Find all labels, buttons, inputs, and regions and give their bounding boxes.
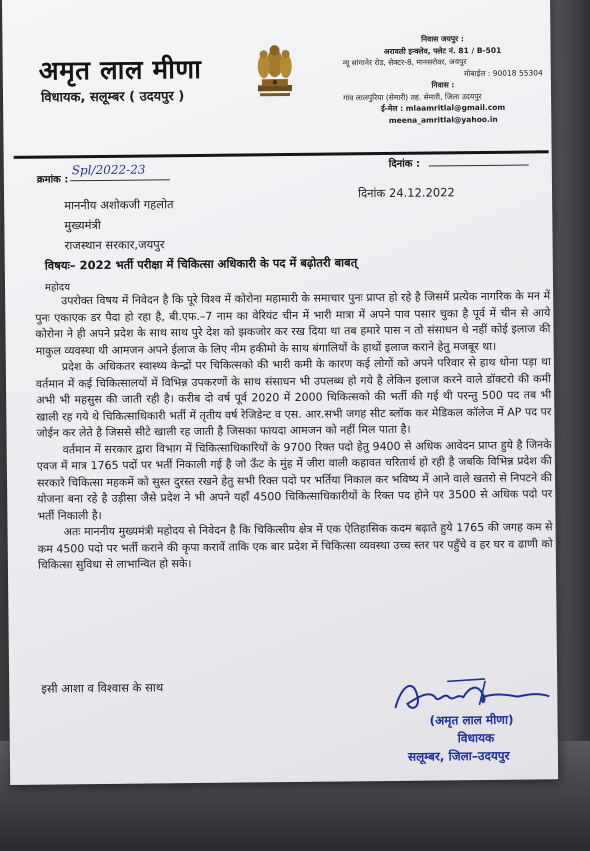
letterhead-name: अमृत लाल मीणा xyxy=(38,54,202,87)
address-home-label: निवास : xyxy=(431,80,455,90)
reference-number-value: Spl/2022-23 xyxy=(71,162,146,178)
closing-line: इसी आशा व विश्वास के साथ xyxy=(41,680,164,696)
body-paragraph-1: उपरोक्त विषय में निवेदन है कि पूरे विश्व में कोरोना महामारी के समाचार पुनः प्राप्त हो रहे है जिसमें प्रत्येक नागरिक के मन में पुनः एकाएक डर पैदा हो रहा है, बी.एफ.–7 नाम का वेरियंट चीन में भारी मात्रा में अपने पाव पसार चुका है पूर्व में चीन से आये कोरोना ने ही अपने प्रदेश के साथ साथ पुरे देश को झकजोर कर रख दिया था तब हमारे पास न तो संसाधन थे नहीं कोई इलाज की माकुल व्यवस्था थी आमजन अपने ईलाज के लिए नीम हकीमो के साथ बंगालियों के हाथों इलाज कराने हेतु मजबूर था। xyxy=(35,289,551,358)
recipient-line-2: मुख्यमंत्री xyxy=(64,217,101,233)
signatory-place: सलूम्बर, जिला–उदयपुर xyxy=(407,748,510,764)
address-mobile: मोबाईल : 90018 55304 xyxy=(463,67,543,78)
address-jaipur-label: निवास जयपुर : xyxy=(420,34,464,44)
letterhead-address xyxy=(342,32,543,126)
letter-date: दिनांक 24.12.2022 xyxy=(357,185,455,201)
reference-number-label: क्रमांक : xyxy=(36,174,69,186)
letterhead-divider xyxy=(14,150,549,159)
address-email-2: meena_amritlal@yahoo.in xyxy=(388,114,498,125)
letter-body xyxy=(35,288,553,574)
signatory-name: (अमृत लाल मीणा) xyxy=(429,712,514,728)
recipient-line-1: माननीय अशोकजी गहलोत xyxy=(64,197,174,213)
reference-number-line xyxy=(70,179,170,181)
letter-page xyxy=(2,0,558,785)
address-home-line1: गांव लालपुरिया (सेमारी) तह. सेमारी, जिला उदयपुर xyxy=(342,91,482,102)
date-line xyxy=(429,164,529,166)
address-jaipur-line1: अरावली इन्क्लेव, फ्लेट नं. 81 / B-501 xyxy=(383,45,502,56)
address-jaipur-line2: न्यू सांगानेर रोड, सेक्टर-8, मानसरोवर, जयपुर xyxy=(342,57,467,68)
body-paragraph-3: वर्तमान में सरकार द्वारा विभाग में चिकित्साधिकारियों के 9700 रिक्त पदो हेतु 9400 से अधिक आवेदन प्राप्त हुये है जिनके एवज में मात्र 1765 पदों पर भर्ती निकाली गई है जो ऊँट के मुंह में जीरा वाली कहावत चरितार्थ हो रही है जबकि विभिन्न प्रदेश की सरकारे चिकित्सा महकमें को सुस्त दुरस्त रखने हेतु सभी रिक्त पदो पर भर्तिया निकाल कर भविष्य में आने वाले खतरो से निपटने की योजना बना रहे है उड़ीसा जैसे प्रदेश ने भी अपने यहाँ 4500 चिकित्साधिकारीयों के रिक्त पद होने पर 3500 से अधिक पदो पर भर्ती निकाली है। xyxy=(36,437,553,523)
date-label: दिनांक : xyxy=(388,158,421,170)
address-email: ई-मेल : mlaamritlal@gmail.com xyxy=(381,102,506,114)
body-paragraph-2: प्रदेश के अधिकतर स्वास्थ्य केन्द्रों पर चिकित्सको की भारी कमी के कारण कई लोगों को अपने परिवार से हाथ धोना पड़ा था वर्तमान में कई चिकित्सालयों में विभिन्न उपकरणों के साथ संसाधन भी उपलब्ध हो गये है लेकिन इलाज करने वाले डॉक्टरो की कमी अभी भी महसुस की जाती रही है। करीब दो वर्ष पूर्व 2020 में 2000 चिकित्सको की भर्ती की गई थी परन्तु 500 पद तब भी खाली रह गये थे चिकित्साधिकारी भर्ती में तृतीय वर्ष रेजिडेन्ट व एस. आर.सभी जगह सीट ब्लॉक कर मेडिकल कॉलेज में AP पद पर जोईन कर लेते है जिससे सीटे खाली रह जाती है जिसका फायदा आमजन को नहीं मिल पाता है। xyxy=(35,355,552,440)
signatory-designation: विधायक xyxy=(457,730,495,746)
salutation: महोदय xyxy=(44,282,71,294)
body-paragraph-4: अतः माननीय मुख्यमंत्री महोदय से निवेदन है कि चिकित्सीय क्षेत्र में एक ऐतिहासिक कदम बढ़ाते हुये 1765 की जगह कम से कम 4500 पदो पर भर्ती कराने की कृपा करावें ताकि एक बार प्रदेश में चिकित्सा व्यवस्था उच्च स्तर पर पहुँचे व हर घर व ढाणी को चिकित्सा सुविधा से लाभान्वित हो सके। xyxy=(37,520,553,572)
recipient-line-3: राजस्थान सरकार,जयपुर xyxy=(64,237,165,253)
recipient-block xyxy=(64,194,174,255)
state-emblem-icon xyxy=(250,39,299,101)
letter-subject: विषयः– 2022 भर्ती परीक्षा में चिकित्सा अधिकारी के पद में बढ़ोतरी बाबत् xyxy=(44,255,358,273)
letterhead-designation: विधायक, सलूम्बर ( उदयपुर ) xyxy=(40,89,185,106)
